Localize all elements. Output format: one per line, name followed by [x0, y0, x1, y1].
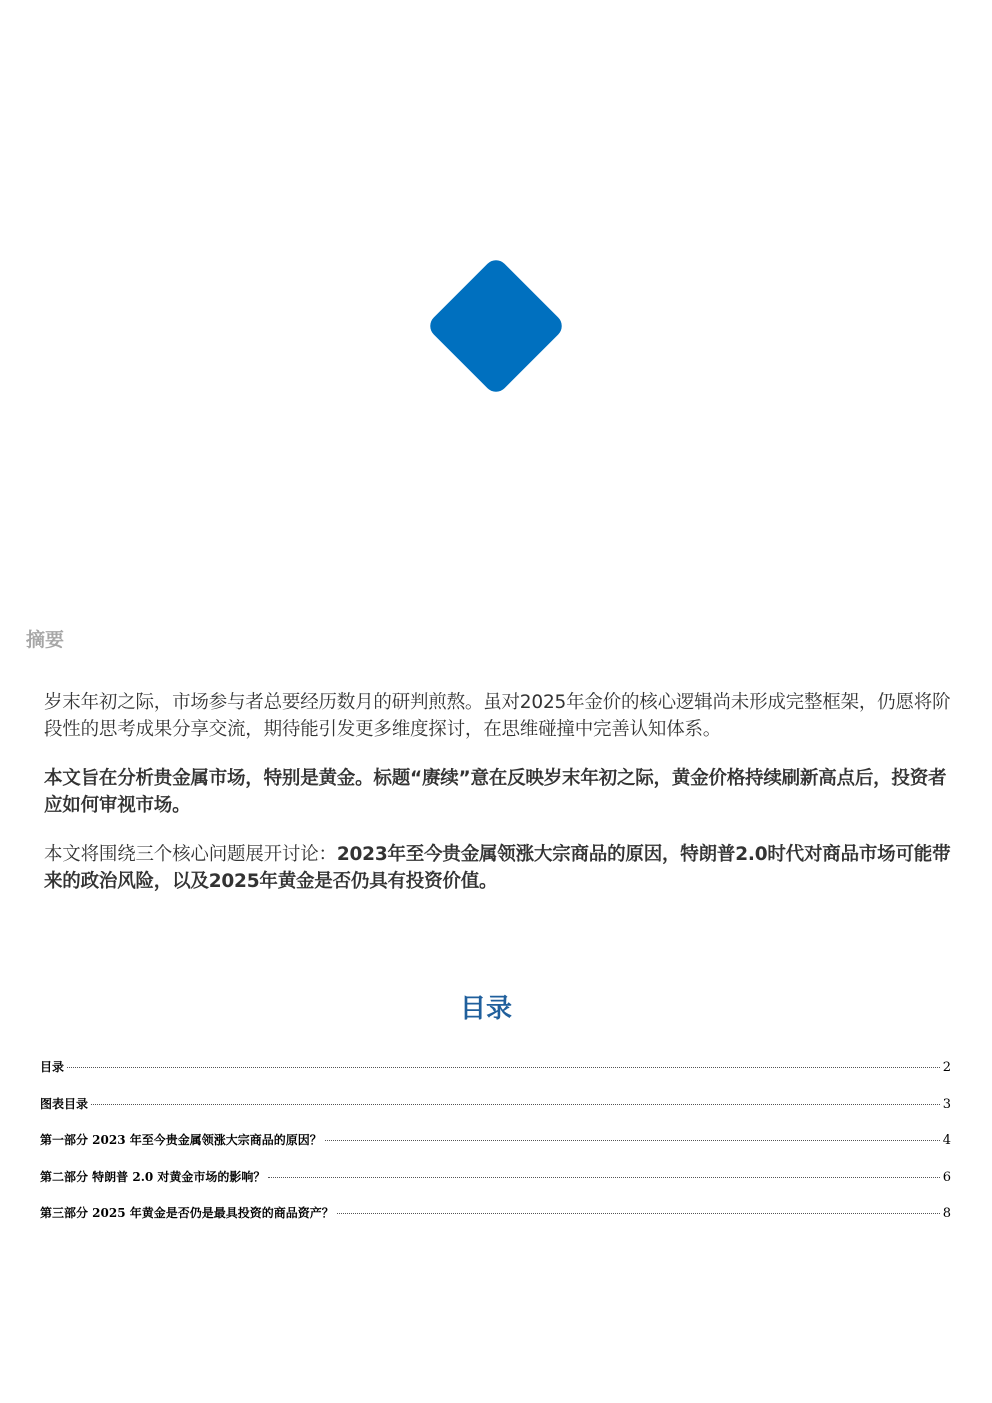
abstract-p3-intro-text: 本文将围绕三个核心问题展开讨论： [44, 844, 337, 865]
toc-title: 目录 [459, 994, 512, 1024]
abstract-p3-bold-text: 2023年至今贵金属领涨大宗商品的原因，特朗普2.0时代对商品市场可能带来的政治风险，以及2025年黄金是否仍具有投资价值。 [44, 844, 951, 892]
table-of-contents [40, 1058, 951, 1241]
abstract-p1-text: 岁末年初之际，市场参与者总要经历数月的研判煎熬。虽对2025年金价的核心逻辑尚未形成完整框架，仍愿将阶段性的思考成果分享交流，期待能引发更多维度探讨，在思维碰撞中完善认知体系。 [44, 692, 951, 740]
toc-entry-label: 第三部分 2025 年黄金是否仍是最具投资的商品资产？ [40, 1206, 334, 1221]
abstract-body [44, 690, 954, 918]
logo-diamond-icon [425, 255, 566, 396]
toc-entry-page: 8 [942, 1206, 951, 1222]
toc-entry-part-3[interactable] [40, 1204, 951, 1241]
toc-entry-page: 4 [942, 1133, 951, 1149]
toc-leader-dots [325, 1140, 940, 1141]
abstract-paragraph-3 [44, 842, 954, 895]
toc-entry-part-1[interactable] [40, 1131, 951, 1168]
toc-entry-part-2[interactable] [40, 1168, 951, 1205]
abstract-paragraph-1 [44, 690, 954, 743]
toc-leader-dots [67, 1067, 940, 1068]
toc-entry-page: 6 [942, 1169, 951, 1185]
abstract-heading: 摘要 [26, 629, 65, 651]
toc-entry-page: 2 [942, 1060, 951, 1075]
toc-entry-label: 图表目录 [40, 1096, 89, 1111]
toc-leader-dots [91, 1104, 940, 1105]
toc-entry-page: 3 [942, 1096, 951, 1112]
toc-entry-figures[interactable] [40, 1095, 951, 1132]
toc-entry-contents[interactable] [40, 1058, 951, 1095]
toc-leader-dots [337, 1213, 940, 1214]
toc-entry-label: 第一部分 2023 年至今贵金属领涨大宗商品的原因？ [40, 1133, 322, 1148]
toc-leader-dots [268, 1177, 939, 1178]
abstract-paragraph-2 [44, 766, 954, 819]
toc-entry-label: 第二部分 特朗普 2.0 对黄金市场的影响？ [40, 1169, 266, 1184]
toc-entry-label: 目录 [40, 1060, 65, 1074]
abstract-p2-bold-text: 本文旨在分析贵金属市场，特别是黄金。标题“赓续”意在反映岁末年初之际，黄金价格持续刷新高点后，投资者应如何审视市场。 [44, 768, 947, 816]
